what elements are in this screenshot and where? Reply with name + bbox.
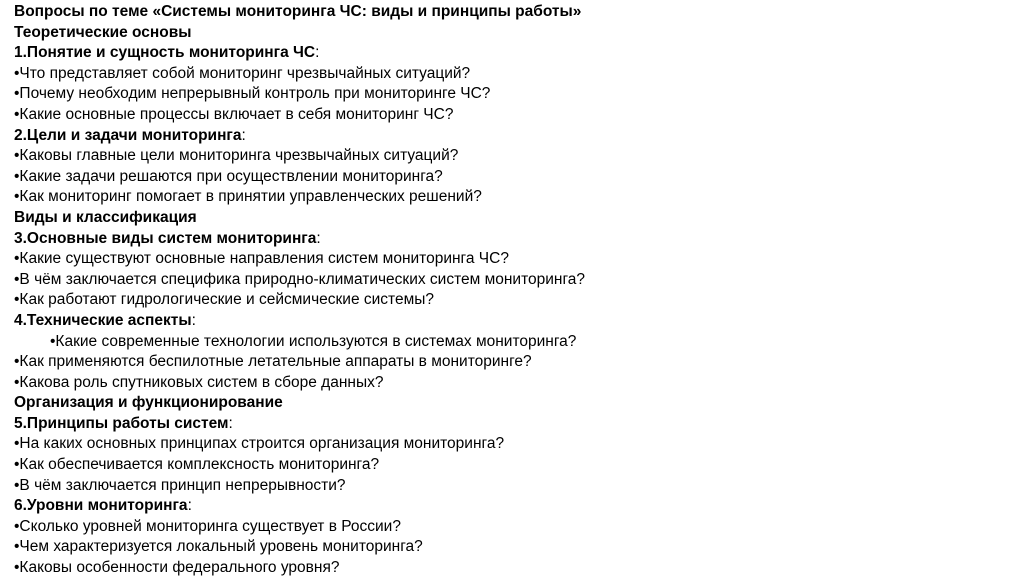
group-heading: [14, 126, 1014, 147]
group-heading: [14, 43, 1014, 64]
question-item: •Как мониторинг помогает в принятии управленческих решений?: [14, 188, 482, 206]
question-item: •Каковы особенности федерального уровня?: [14, 559, 340, 577]
question-item: •Какова роль спутниковых систем в сборе данных?: [14, 373, 384, 391]
question-item: •В чём заключается специфика природно-климатических систем мониторинга?: [14, 270, 586, 288]
group-title: 1.Понятие и сущность мониторинга ЧС: [14, 44, 316, 62]
section-heading: Организация и функционирование: [14, 394, 283, 412]
question-item: •Как обеспечивается комплексность мониторинга?: [14, 456, 380, 474]
group-colon: :: [315, 44, 320, 62]
group-colon: :: [228, 414, 233, 432]
section-heading: Теоретические основы: [14, 23, 192, 41]
group-colon: :: [316, 229, 321, 247]
question-item: •Как применяются беспилотные летательные аппараты в мониторинге?: [14, 353, 532, 371]
question-item: •Какие существуют основные направления систем мониторинга ЧС?: [14, 250, 509, 268]
group-title: 2.Цели и задачи мониторинга: [14, 126, 242, 144]
question-item: •На каких основных принципах строится организация мониторинга?: [14, 435, 505, 453]
group-colon: :: [241, 126, 246, 144]
question-item: •Какие современные технологии используются в системах мониторинга?: [50, 332, 577, 350]
document-page: [14, 2, 1014, 579]
question-item: •Почему необходим непрерывный контроль при мониторинге ЧС?: [14, 85, 491, 103]
group-heading: [14, 311, 1014, 332]
group-heading: [14, 414, 1014, 435]
group-colon: :: [191, 311, 196, 329]
question-item: •Какие задачи решаются при осуществлении мониторинга?: [14, 167, 443, 185]
group-title: 4.Технические аспекты: [14, 311, 192, 329]
section-heading: Виды и классификация: [14, 208, 197, 226]
group-title: 6.Уровни мониторинга: [14, 497, 188, 515]
question-item: •Сколько уровней мониторинга существует в России?: [14, 517, 401, 535]
question-item: •Чем характеризуется локальный уровень мониторинга?: [14, 538, 423, 556]
question-item: •Какие основные процессы включает в себя мониторинг ЧС?: [14, 105, 454, 123]
group-title: 5.Принципы работы систем: [14, 414, 229, 432]
question-item: •Что представляет собой мониторинг чрезвычайных ситуаций?: [14, 64, 471, 82]
group-heading: [14, 496, 1014, 517]
group-title: 3.Основные виды систем мониторинга: [14, 229, 317, 247]
group-colon: :: [187, 497, 192, 515]
document-title: Вопросы по теме «Системы мониторинга ЧС: виды и принципы работы»: [14, 3, 582, 20]
question-item: •Каковы главные цели мониторинга чрезвычайных ситуаций?: [14, 147, 459, 165]
group-heading: [14, 229, 1014, 250]
question-item: •В чём заключается принцип непрерывности?: [14, 476, 346, 494]
question-item: •Как работают гидрологические и сейсмические системы?: [14, 291, 435, 309]
